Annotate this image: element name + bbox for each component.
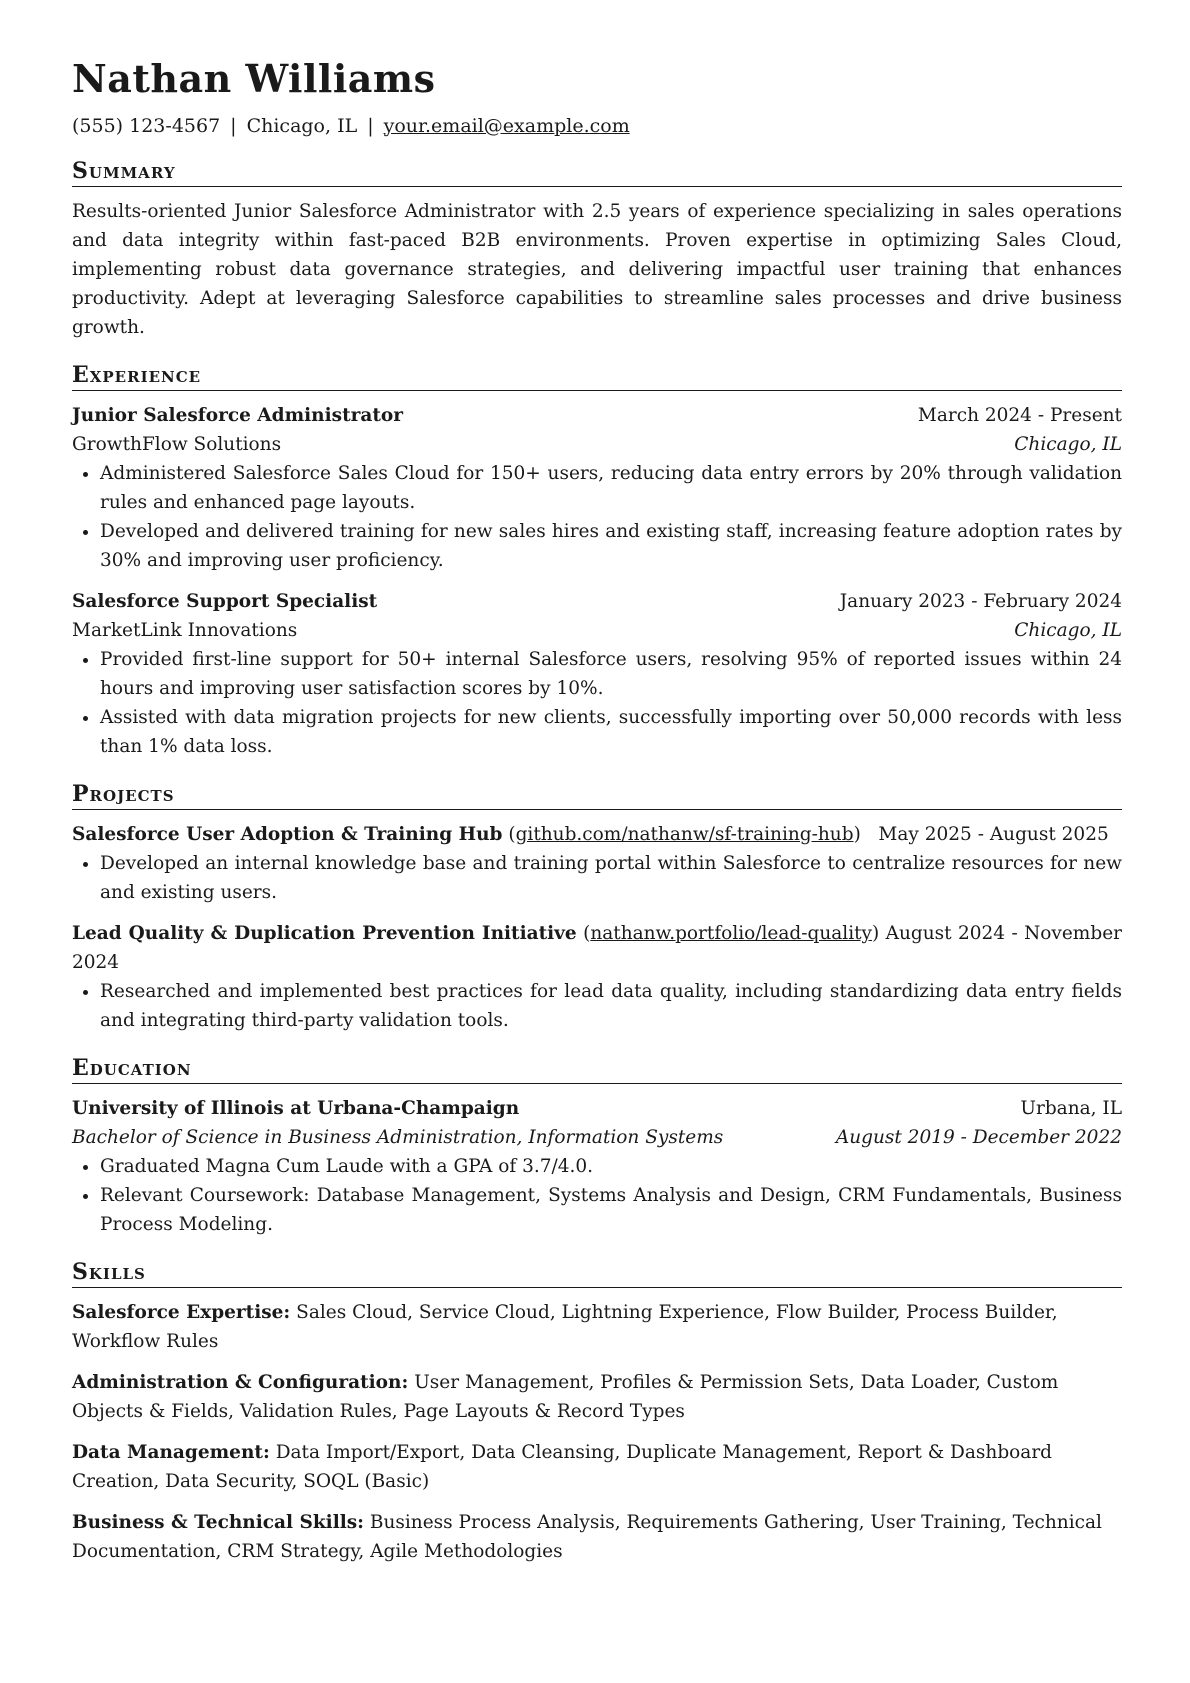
project-entry: Lead Quality & Duplication Prevention Initiative (nathanw.portfolio/lead-quality) August 2024 - November 2024 • Researched and implemented best practices for lead data quality, including standardizing data entry fields and integrating third-party validation tools. (72, 919, 1122, 1035)
summary-text: Results-oriented Junior Salesforce Administrator with 2.5 years of experience specializing in sales operations and data integrity within fast-paced B2B environments. Proven expertise in optimizing Sales Cloud, implementing robust data governance strategies, and delivering impactful user training that enhances productivity. Adept at leveraging Salesforce capabilities to streamline sales processes and drive business growth. (72, 201, 1122, 339)
job-dates: March 2024 - Present (917, 405, 1122, 427)
skill-label: Salesforce Expertise: (72, 1302, 291, 1324)
skill-label: Business & Technical Skills: (72, 1512, 364, 1534)
bullet-item: • Administered Salesforce Sales Cloud for 150+ users, reducing data entry errors by 20% through validation rules and enhanced page layouts. (100, 459, 1122, 517)
skill-value: Business Process Analysis, Requirements Gathering, User Training, Technical Documentation, CRM Strategy, Agile Methodologies (72, 1512, 1102, 1563)
bullet-item: • Developed and delivered training for new sales hires and existing staff, increasing feature adoption rates by 30% and improving user proficiency. (100, 517, 1122, 575)
bullet-list (72, 459, 1122, 575)
resume-page (72, 56, 1122, 1578)
job-location: Chicago, IL (1014, 620, 1122, 642)
contact-line (72, 114, 1122, 139)
skill-row (72, 1508, 1122, 1566)
education-entry (72, 1094, 1122, 1239)
job-title: Salesforce Support Specialist (72, 591, 378, 613)
section-title-skills: Skills (72, 1259, 1122, 1288)
job-dates: January 2023 - February 2024 (839, 591, 1122, 613)
email-link[interactable]: your.email@example.com (383, 114, 630, 137)
phone-number: (555) 123-4567 (72, 114, 221, 137)
bullet-item: • Developed an internal knowledge base and training portal within Salesforce to centralize resources for new and existing users. (100, 849, 1122, 907)
bullet-list (72, 849, 1122, 907)
experience-entry (72, 401, 1122, 575)
section-title-summary: Summary (72, 158, 1122, 187)
job-location: Chicago, IL (1014, 434, 1122, 456)
project-link[interactable]: nathanw.portfolio/lead-quality (590, 923, 873, 945)
bullet-item: • Provided first-line support for 50+ internal Salesforce users, resolving 95% of reported issues within 24 hours and improving user satisfaction scores by 10%. (100, 645, 1122, 703)
job-title: Junior Salesforce Administrator (72, 405, 403, 427)
project-link[interactable]: github.com/nathanw/sf-training-hub (515, 824, 854, 846)
bullet-list (72, 977, 1122, 1035)
experience-entry (72, 587, 1122, 761)
education-dates: August 2019 - December 2022 (835, 1127, 1122, 1149)
skill-value: User Management, Profiles & Permission Sets, Data Loader, Custom Objects & Fields, Validation Rules, Page Layouts & Record Types (72, 1372, 1059, 1423)
skill-value: Sales Cloud, Service Cloud, Lightning Experience, Flow Builder, Process Builder, Workflow Rules (72, 1302, 1058, 1353)
location: Chicago, IL (246, 114, 358, 137)
bullet-list (72, 645, 1122, 761)
company-name: GrowthFlow Solutions (72, 434, 282, 456)
section-title-education: Education (72, 1055, 1122, 1084)
project-name: Salesforce User Adoption & Training Hub (72, 824, 503, 846)
section-title-projects: Projects (72, 781, 1122, 810)
bullet-item: • Assisted with data migration projects for new clients, successfully importing over 50,000 records with less than 1% data loss. (100, 703, 1122, 761)
school-name: University of Illinois at Urbana-Champaign (72, 1098, 520, 1120)
section-title-experience: Experience (72, 362, 1122, 391)
project-dates: May 2025 - August 2025 (878, 824, 1109, 846)
project-dates: August 2024 - November 2024 (72, 923, 1122, 974)
separator: | (367, 114, 374, 137)
separator: | (230, 114, 237, 137)
skill-label: Administration & Configuration: (72, 1372, 409, 1394)
bullet-item: • Researched and implemented best practices for lead data quality, including standardizing data entry fields and integrating third-party validation tools. (100, 977, 1122, 1035)
project-entry: Salesforce User Adoption & Training Hub (github.com/nathanw/sf-training-hub) May 2025 - August 2025 • Developed an internal knowledge base and training portal within Salesforce to centralize resources for new and existing users. (72, 820, 1122, 907)
skill-value: Data Import/Export, Data Cleansing, Duplicate Management, Report & Dashboard Creation, Data Security, SOQL (Basic) (72, 1442, 1053, 1493)
school-location: Urbana, IL (1020, 1098, 1122, 1120)
skill-row (72, 1298, 1122, 1356)
degree: Bachelor of Science in Business Administration, Information Systems (72, 1127, 724, 1149)
skill-row (72, 1368, 1122, 1426)
bullet-item: • Relevant Coursework: Database Management, Systems Analysis and Design, CRM Fundamentals, Business Process Modeling. (100, 1181, 1122, 1239)
project-name: Lead Quality & Duplication Prevention Initiative (72, 923, 577, 945)
bullet-item: • Graduated Magna Cum Laude with a GPA of 3.7/4.0. (100, 1152, 1122, 1181)
skill-row (72, 1438, 1122, 1496)
skill-label: Data Management: (72, 1442, 270, 1464)
company-name: MarketLink Innovations (72, 620, 298, 642)
candidate-name: Nathan Williams (72, 56, 436, 101)
bullet-list (72, 1152, 1122, 1239)
